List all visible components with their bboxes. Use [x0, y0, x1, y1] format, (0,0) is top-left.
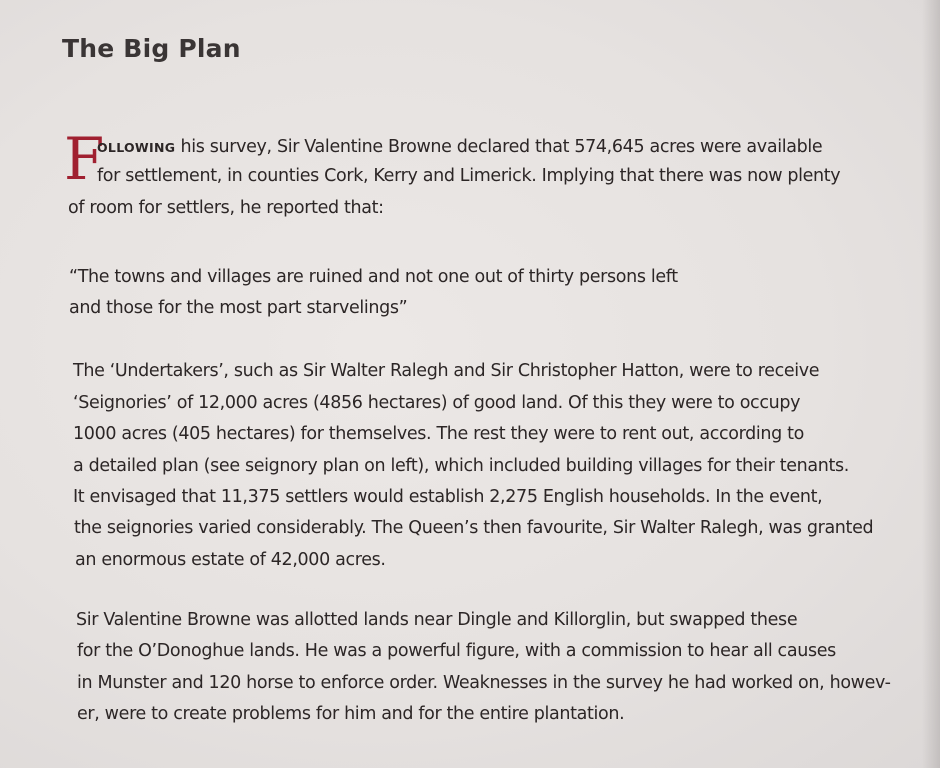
- paragraph3-line2: for the O’Donoghue lands. He was a powerful figure, with a commission to hear all causes: [77, 641, 836, 661]
- paragraph1-line1-text: his survey, Sir Valentine Browne declared that 574,645 acres were available: [175, 137, 823, 157]
- quote-line2: and those for the most part starvelings”: [69, 298, 408, 318]
- page-title: The Big Plan: [62, 34, 241, 63]
- paragraph2-line4: a detailed plan (see seignory plan on left), which included building villages for their tenants.: [73, 456, 850, 476]
- paragraph2-line3: 1000 acres (405 hectares) for themselves. The rest they were to rent out, according to: [73, 424, 805, 444]
- paragraph1-line1: [97, 136, 822, 159]
- panel-edge-shadow: [922, 0, 940, 768]
- paragraph3-line1: Sir Valentine Browne was allotted lands near Dingle and Killorglin, but swapped these: [76, 610, 798, 630]
- paragraph2-line5: It envisaged that 11,375 settlers would establish 2,275 English households. In the event,: [73, 487, 823, 507]
- paragraph3-line3: in Munster and 120 horse to enforce order. Weaknesses in the survey he had worked on, howev-: [77, 673, 891, 693]
- drop-cap: F: [64, 125, 105, 193]
- paragraph2-line7: an enormous estate of 42,000 acres.: [75, 550, 386, 570]
- paragraph1-line2: for settlement, in counties Cork, Kerry and Limerick. Implying that there was now plenty: [97, 166, 841, 186]
- paragraph3-line4: er, were to create problems for him and for the entire plantation.: [77, 704, 625, 724]
- paragraph2-line2: ‘Seignories’ of 12,000 acres (4856 hectares) of good land. Of this they were to occupy: [73, 393, 801, 413]
- paragraph2-line1: The ‘Undertakers’, such as Sir Walter Ralegh and Sir Christopher Hatton, were to receive: [73, 361, 820, 381]
- paragraph1-line3: of room for settlers, he reported that:: [68, 198, 384, 218]
- small-caps-lead: OLLOWING: [97, 140, 176, 155]
- quote-line1: “The towns and villages are ruined and not one out of thirty persons left: [69, 267, 678, 287]
- paragraph2-line6: the seignories varied considerably. The Queen’s then favourite, Sir Walter Ralegh, was granted: [74, 518, 874, 538]
